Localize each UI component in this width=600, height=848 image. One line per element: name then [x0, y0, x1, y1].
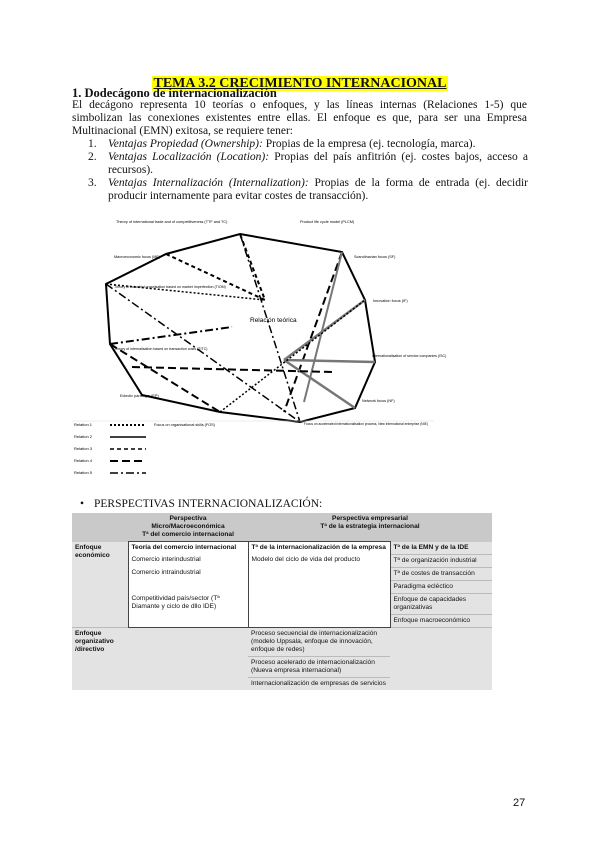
legend-label: Relation 1 [74, 422, 93, 427]
list-item: 1. Ventajas Propiedad (Ownership): Propias de la empresa (ej. tecnología, marca). [88, 138, 476, 150]
label-ttf: Theory of international trade and of competitiveness (TTF and TC) [116, 220, 228, 224]
legend-label: Relation 3 [74, 446, 93, 451]
center-label: Relación teórica [250, 317, 297, 324]
advantages-list [88, 138, 528, 203]
perspectives-table: Perspectiva Micro/Macroeconómica Tª del comercio internacional Perspectiva empresarial Tª de la estrategia internacional Enfoque económico Teoría del comercio internacional Tª de la internacionalización de la empresa Tª de la EMN y de la IDE Comercio interindustrial Modelo del ciclo de vida del producto Tª de organización industrial Comercio intraindustrial Tª de costes de transacción Paradigma ecléctico Competitividad país/sector (Tª Diamante y ciclo de dllo IDE) Enfoque de capacidades organizativas Enfoque macroeconómico Enfoque organizativo /directivo Proceso secuencial de internacionalización (modelo Uppsala, enfoque de innovación, enfoque de redes) Proceso acelerado de internacionalización (Nueva empresa internacional) Internacionalización de empresas de servicios [72, 513, 492, 690]
label-plcm: Product life cycle model (PLCM) [300, 220, 355, 224]
list-item: 3. Ventajas Internalización (Internalization): Propias de la forma de entrada (ej. decidir producir internamente para evitar costes de transacción). [88, 177, 528, 202]
header-empresarial: Perspectiva empresarial Tª de la estrategia internacional [248, 513, 492, 542]
list-item: 2. Ventajas Localización (Location): Propias del país anfitrión (ej. costes bajos, acceso a recursos). [88, 151, 528, 176]
legend [74, 422, 146, 475]
perspectives-bullet: • PERSPECTIVAS INTERNACIONALIZACIÓN: [80, 498, 323, 510]
legend-label: Relation 4 [74, 458, 93, 463]
section-heading: 1. Dodecágono de internacionalización [72, 86, 277, 100]
label-nie: Focus on accelerated internationalisation process, New international enterprise (NIE) [304, 422, 428, 426]
label-mf: Macroeconomic focus (MF) [114, 255, 160, 259]
dodecagon-diagram [72, 212, 447, 480]
row-label-organizativo: Enfoque organizativo /directivo [72, 627, 128, 690]
label-nf: Network focus (NF) [362, 399, 395, 403]
page-title: TEMA 3.2 CRECIMIENTO INTERNACIONAL [153, 76, 447, 91]
label-fos: Focus on organisational skills (FOS) [154, 423, 215, 427]
label-ep: Eclectic paradigm (EP) [120, 394, 159, 398]
label-if: Innovation focus (IF) [373, 299, 408, 303]
page-number: 27 [513, 797, 526, 809]
legend-label: Relation 5 [74, 470, 93, 475]
legend-label: Relation 2 [74, 434, 93, 439]
intro-paragraph: El decágono representa 10 teorías o enfoques, y las líneas internas (Relaciones 1-5) que simbolizan las conexiones existentes entre ellas. El enfoque es que, para ser una Empresa Multinacional (EMN) exitosa, se requiere tener: [72, 99, 527, 137]
label-sf: Scandinavian focus (SF) [354, 255, 396, 259]
row-label-economico: Enfoque económico [72, 542, 128, 628]
label-ttc: Theory of internalisation based on transaction costs (TITC) [114, 347, 208, 351]
header-micro-macro: Perspectiva Micro/Macroeconómica Tª del comercio internacional [128, 513, 248, 542]
label-isc: Internationalisation of service companies (ISC) [372, 354, 447, 358]
label-tiom: Theory of industrial organisation based on market imperfection (TIOM) [114, 285, 226, 289]
